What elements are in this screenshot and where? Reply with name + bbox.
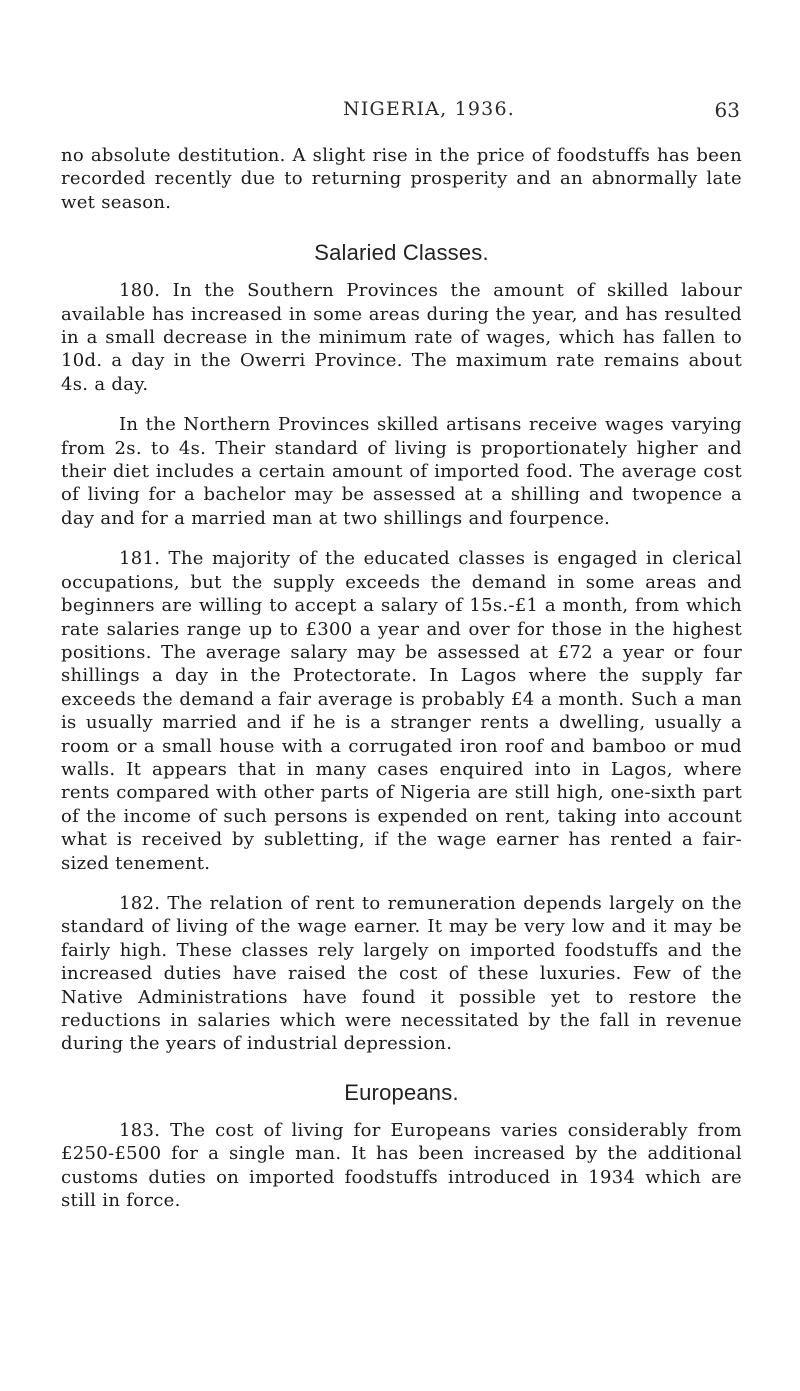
page-number: 63 xyxy=(714,98,740,122)
running-title: NIGERIA, 1936. xyxy=(343,98,515,120)
section-heading-salaried-classes: Salaried Classes. xyxy=(314,240,489,266)
paragraph-183: 183. The cost of living for Europeans varies considerably from £250-£500 for a single man. It has been increased by the additional customs duties on imported foodstuffs introduced in 1934 which are still in force. xyxy=(61,1119,742,1212)
paragraph-180-northern: In the Northern Provinces skilled artisans receive wages varying from 2s. to 4s. Their standard of living is proportionately higher and their diet includes a certain amount of imported food. The average cost of living for a bachelor may be assessed at a shilling and twopence a day and for a married man at two shillings and fourpence. xyxy=(61,414,742,529)
intro-paragraph: no absolute destitution. A slight rise in the price of foodstuffs has been recorded recently due to returning prosperity and an abnormally late wet season. xyxy=(61,145,742,213)
running-header xyxy=(0,98,800,122)
section-heading-europeans: Europeans. xyxy=(344,1079,459,1105)
paragraph-181: 181. The majority of the educated classes is engaged in clerical occupations, but the supply exceeds the demand in some areas and beginners are willing to accept a salary of 15s.-£1 a month, from which rate salaries range up to £300 a year and over for those in the highest positions. The average salary may be assessed at £72 a year or four shillings a day in the Protectorate. In Lagos where the supply far exceeds the demand a fair average is probably £4 a month. Such a man is usually married and if he is a stranger rents a dwelling, usually a room or a small house with a corrugated iron roof and bamboo or mud walls. It appears that in many cases enquired into in Lagos, where rents compared with other parts of Nigeria are still high, one-sixth part of the income of such persons is expended on rent, taking into account what is received by subletting, if the wage earner has rented a fair-sized tenement. xyxy=(61,548,742,874)
body-text xyxy=(61,144,742,1212)
paragraph-180: 180. In the Southern Provinces the amount of skilled labour available has increased in some areas during the year, and has resulted in a small decrease in the minimum rate of wages, which has fallen to 10d. a day in the Owerri Province. The maximum rate remains about 4s. a day. xyxy=(61,280,742,395)
paragraph-182: 182. The relation of rent to remuneration depends largely on the standard of living of the wage earner. It may be very low and it may be fairly high. These classes rely largely on imported foodstuffs and the increased duties have raised the cost of these luxuries. Few of the Native Administrations have found it possible yet to restore the reductions in salaries which were necessitated by the fall in revenue during the years of industrial depression. xyxy=(61,892,742,1055)
